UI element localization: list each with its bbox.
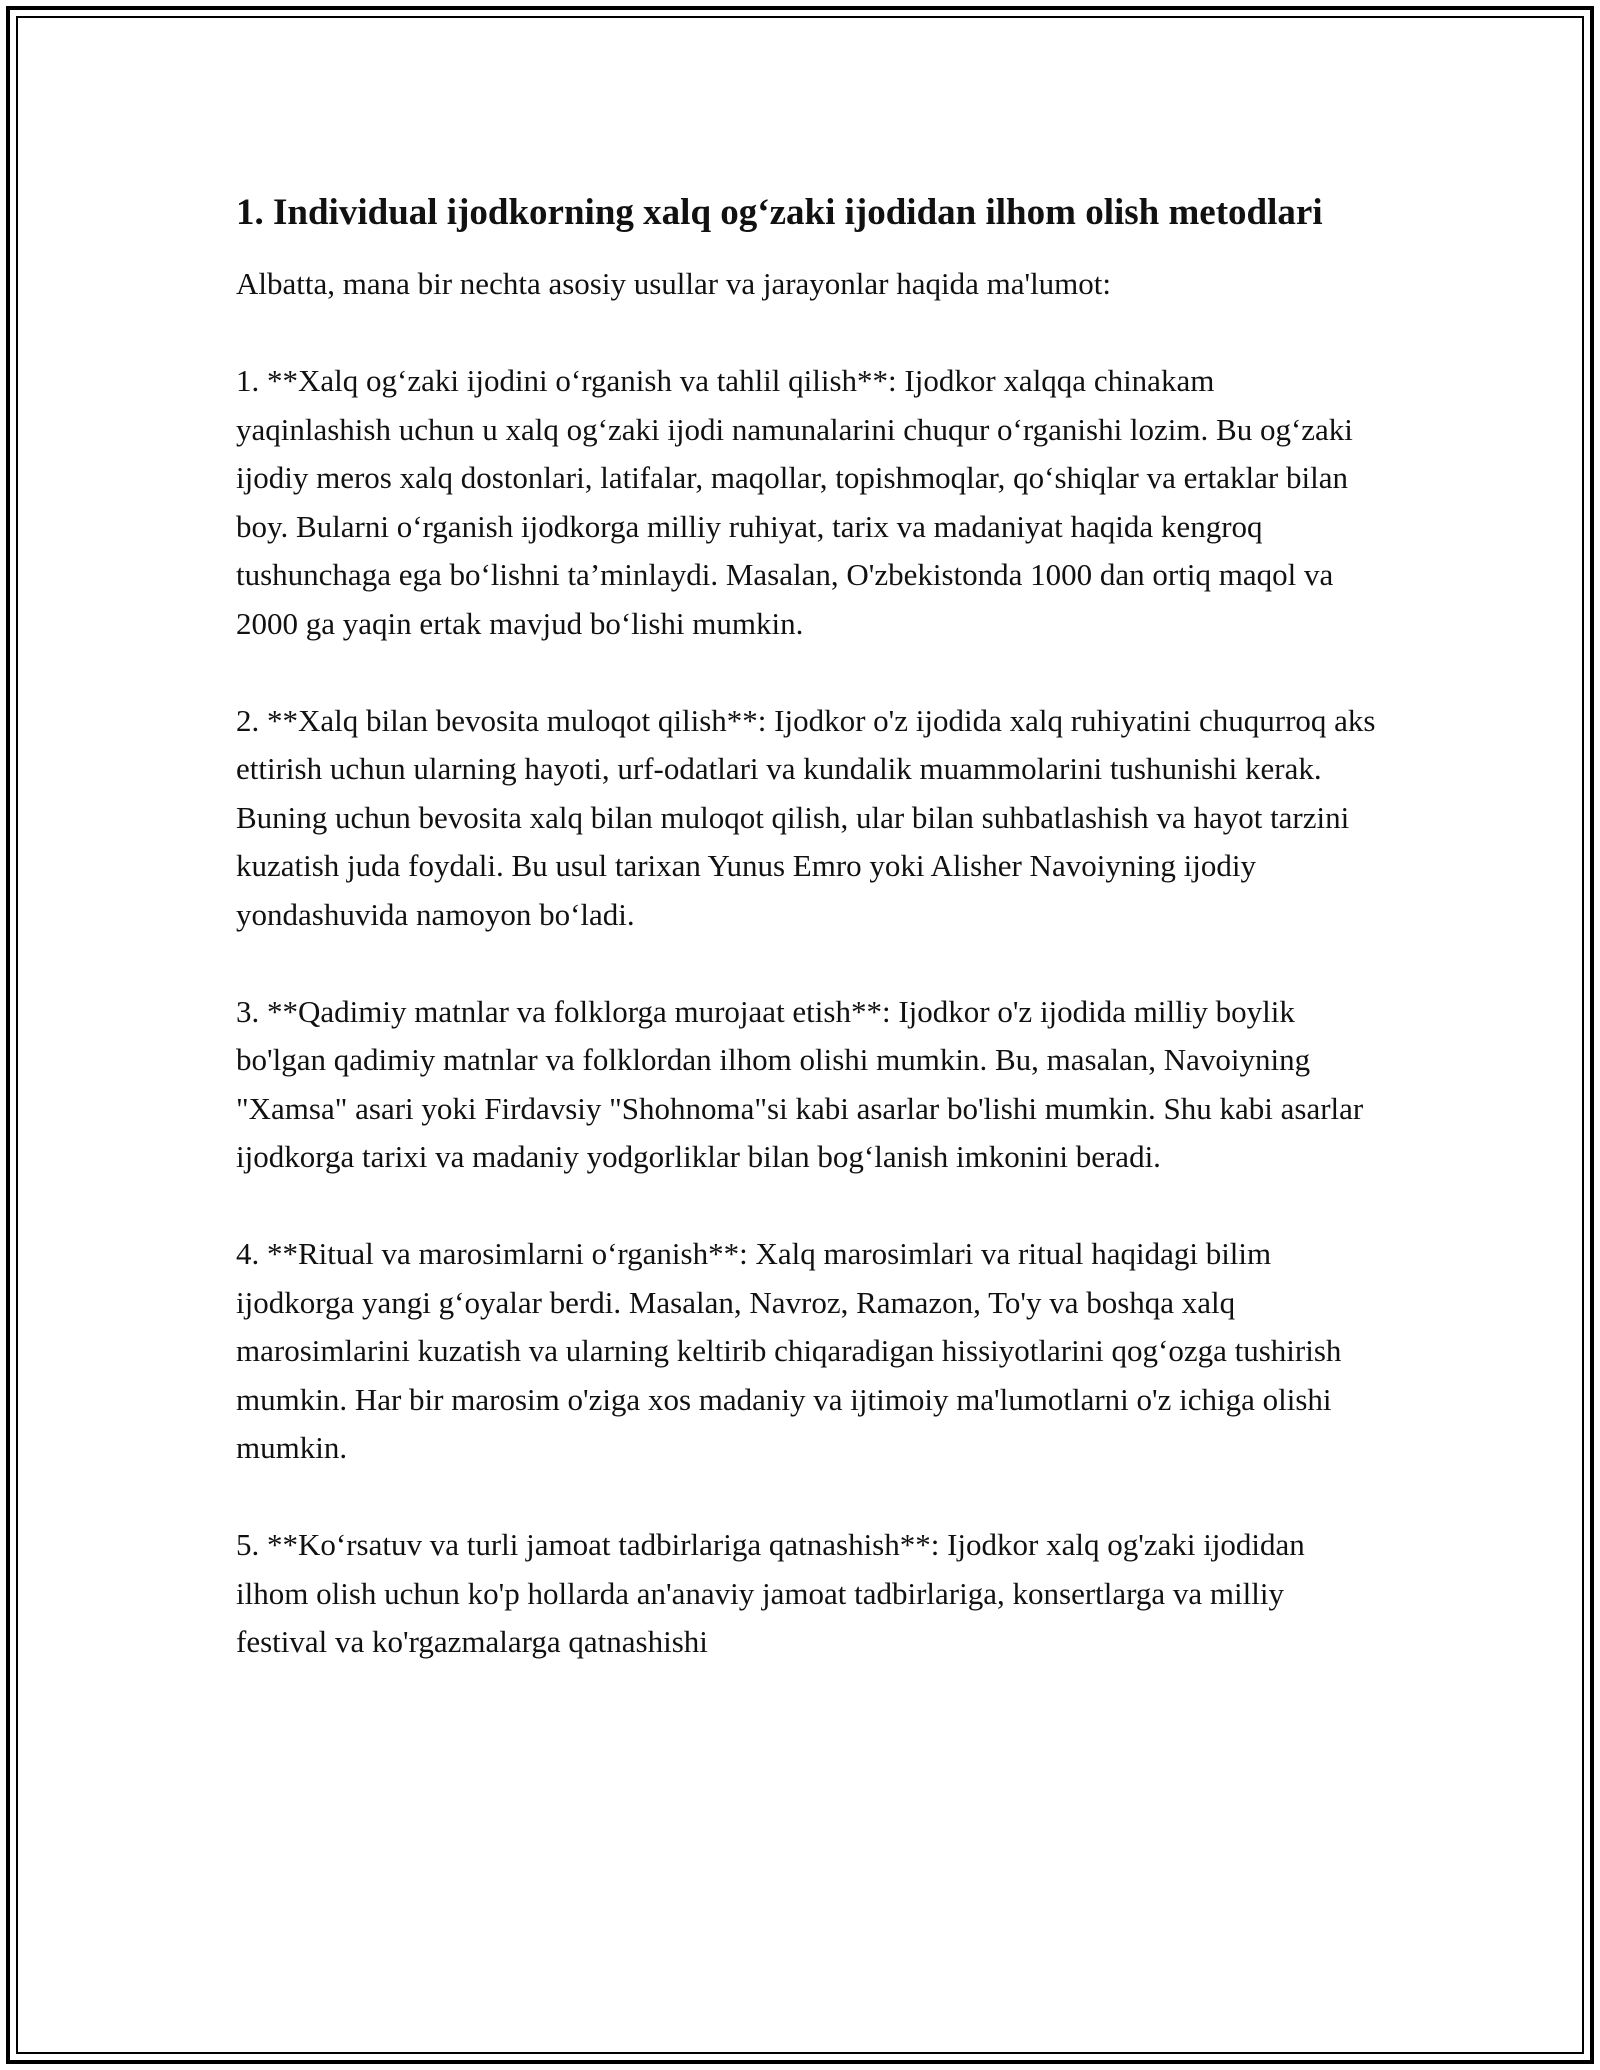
paragraph-item-3: 3. **Qadimiy matnlar va folklorga murojaat etish**: Ijodkor o'z ijodida milliy boylik bo'lgan qadimiy matnlar va folklordan ilhom olishi mumkin. Bu, masalan, Navoiyning "Xamsa" asari yoki Firdavsiy "Shohnoma"si kabi asarlar bo'lishi mumkin. Shu kabi asarlar ijodkorga tarixi va madaniy yodgorliklar bilan bog‘lanish imkonini beradi.: [236, 993, 1364, 1174]
paragraph-item-1: 1. **Xalq og‘zaki ijodini o‘rganish va tahlil qilish**: Ijodkor xalqqa chinakam yaqinlashish uchun u xalq og‘zaki ijodi namunalarini chuqur o‘rganishi lozim. Bu og‘zaki ijodiy meros xalq dostonlari, latifalar, maqollar, topishmoqlar, qo‘shiqlar va ertaklar bilan boy. Bularni o‘rganish ijodkorga milliy ruhiyat, tarix va madaniyat haqida kengroq tushunchaga ega bo‘lishni ta’minlaydi. Masalan, O'zbekistonda 1000 dan ortiq maqol va 2000 ga yaqin ertak mavjud bo‘lishi mumkin.: [236, 363, 1353, 641]
paragraph-item-5: 5. **Ko‘rsatuv va turli jamoat tadbirlariga qatnashish**: Ijodkor xalq og'zaki ijodidan ilhom olish uchun ko'p hollarda an'anaviy jamoat tadbirlariga, konsertlarga va milliy festival va ko'rgazmalarga qatnashishi: [236, 1527, 1305, 1659]
paragraph-item-4: 4. **Ritual va marosimlarni o‘rganish**: Xalq marosimlari va ritual haqidagi bilim ijodkorga yangi g‘oyalar berdi. Masalan, Navroz, Ramazon, To'y va boshqa xalq marosimlarini kuzatish va ularning keltirib chiqaradigan hissiyotlarini qog‘ozga tushirish mumkin. Har bir marosim o'ziga xos madaniy va ijtimoiy ma'lumotlarni o'z ichiga olishi mumkin.: [236, 1236, 1342, 1465]
intro-paragraph: Albatta, mana bir nechta asosiy usullar va jarayonlar haqida ma'lumot:: [236, 266, 1112, 301]
document-body: [236, 186, 1376, 1715]
document-title: 1. Individual ijodkorning xalq og‘zaki ijodidan ilhom olish metodlari: [236, 192, 1323, 233]
paragraph-item-2: 2. **Xalq bilan bevosita muloqot qilish**: Ijodkor o'z ijodida xalq ruhiyatini chuqurroq aks ettirish uchun ularning hayoti, urf-odatlari va kundalik muammolarini tushunishi kerak. Buning uchun bevosita xalq bilan muloqot qilish, ular bilan suhbatlashish va hayot tarzini kuzatish juda foydali. Bu usul tarixan Yunus Emro yoki Alisher Navoiyning ijodiy yondashuvida namoyon bo‘ladi.: [236, 702, 1376, 932]
